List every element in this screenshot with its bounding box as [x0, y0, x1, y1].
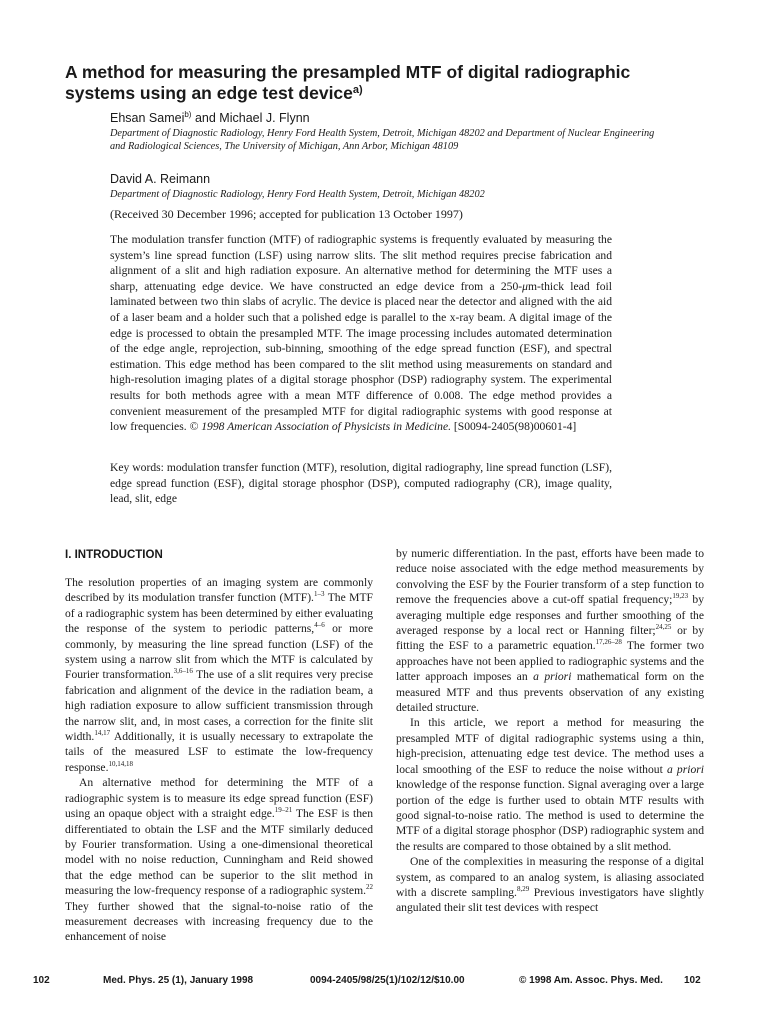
text-run: An alternative method for determining the MTF of a radiographic system is to measure its edge spread function (ESF) using an opaque object with a straight edge.	[65, 776, 373, 821]
article-title	[65, 62, 705, 104]
text-run: The resolution properties of an imaging system are commonly described by its modulation transfer function (MTF).	[65, 576, 373, 605]
title-text: A method for measuring the presampled MTF of digital radiographic systems using an edge test device	[65, 62, 631, 103]
footer-copyright: © 1998 Am. Assoc. Phys. Med.	[519, 975, 663, 986]
abstract-text-2: m-thick lead foil laminated between two thin slabs of acrylic. The device is placed near the detector and aligned with the aid of a laser beam and a holder such that a polished edge is parallel to the x-ray beam. A digital image of the edge is processed to obtain the presampled MTF. The image processing includes automated determination of the edge angle, reprojection, sub-binning, smoothing of the edge spread function (ESF), and spectral estimation. This edge method has been compared to the slit method using measurements on standard and high-resolution imaging plates of a digital storage phosphor (DSP) radiography system. The experimental results for both methods agree with a mean MTF difference of 0.008. The edge method provides a convenient measurement of the presampled MTF for digital radiographic systems with good response at low frequencies.	[110, 279, 612, 434]
text-run: Additionally, it is usually necessary to extrapolate the tails of the measured LSF to estimate the low-frequency response.	[65, 730, 373, 774]
abstract-text-1: The modulation transfer function (MTF) of radiographic systems is frequently evaluated by measuring the system’s line spread function (LSF) using narrow slits. The slit method requires precise fabrication and alignment of a slit and high radiation exposure. An alternative method for determining the MTF uses a sharp, attenuating edge device. We have constructed an edge device from a 250-	[110, 233, 612, 293]
text-run: by averaging multiple edge responses and further smoothing of the averaged response by a local rect or Hanning filter;	[396, 593, 705, 638]
affiliation-1: Department of Diagnostic Radiology, Henry Ford Health System, Detroit, Michigan 48202 and Department of Nuclear Engineering and Radiological Sciences, The University of Michigan, Ann Arbor, Michigan 48109	[110, 128, 655, 152]
text-run: mathematical form on the measured MTF and thus prevents observation of any existing detailed structure.	[396, 670, 704, 715]
italic-term: a priori	[666, 762, 704, 776]
text-run: by numeric differentiation. In the past, efforts have been made to reduce noise associated with the edge method measurements by convolving the ESF by the Fourier transform of a step function to remove the frequencies above a cut-off spatial frequency;	[396, 547, 704, 607]
citation-ref: 24,25	[655, 623, 672, 632]
text-run: The ESF is then differentiated to obtain the LSF and the MTF similarly deduced by Fourier transformation. Using a one-dimensional theoretical model with no noise reduction, Cunningham and Reid showed that the edge method can be superior to the slit method in measuring the low-frequency response of a radiographic system.	[65, 807, 373, 898]
citation-ref: 10,14,18	[108, 759, 133, 768]
citation-ref: 1–3	[313, 590, 325, 599]
author-block-2	[110, 172, 670, 202]
text-run: The former two approaches have not been applied to radiographic systems and the latter approach imposes an	[396, 639, 704, 684]
right-column	[396, 546, 704, 916]
intro-paragraph-2	[65, 775, 373, 944]
abstract-copyright: © 1998 American Association of Physicists in Medicine.	[189, 420, 451, 434]
title-footnote-mark: a)	[352, 84, 363, 96]
citation-ref: 22	[366, 883, 373, 892]
abstract-pii: [S0094-2405(98)00601-4]	[451, 420, 577, 434]
text-run: They further showed that the signal-to-noise ratio of the measurement decreases with increasing frequency due to the enhancement of noise	[65, 899, 373, 944]
text-run: or more commonly, by measuring the line spread function (LSF) of the system using a narrow slit from which the MTF is calculated by Fourier transformation.	[65, 622, 373, 682]
intro-paragraph-1	[65, 575, 373, 775]
citation-ref: 19–21	[274, 806, 293, 815]
received-block	[110, 207, 670, 222]
abstract-mu-symbol: μ	[522, 279, 528, 293]
section-heading-introduction: I. INTRODUCTION	[65, 549, 163, 561]
author-samei: Ehsan Samei	[110, 111, 185, 125]
text-run: The use of a slit requires very precise fabrication and alignment of the device in the radiation beam, a high radiation exposure to allow sufficient transmission through the narrow slit, and, in most cases, a correction for the finite slit width.	[65, 668, 373, 744]
intro-paragraph-3	[396, 715, 704, 854]
footer-issn: 0094-2405/98/25(1)/102/12/$10.00	[310, 975, 465, 986]
text-run: or by fitting the ESF to a parametric equation.	[396, 624, 704, 653]
citation-ref: 14,17	[94, 729, 111, 738]
author-line-1	[110, 111, 670, 126]
text-run: knowledge of the response function. Signal averaging over a large portion of the edge is further used to obtain MTF results with good signal-to-noise ratio. The method is used to determine the MTF of a digital storage phosphor (DSP) radiographic system and the results are compared to those obtained by a slit method.	[396, 778, 704, 853]
abstract	[110, 232, 612, 435]
text-run: In this article, we report a method for measuring the presampled MTF of digital radiographic systems using a thin, high-precision, attenuating edge test device. The method uses a local smoothing of the ESF to reduce the noise without	[396, 716, 704, 776]
author-reimann: David A. Reimann	[110, 172, 211, 186]
text-run: The MTF of a radiographic system has been determined by either evaluating the response of the system to periodic patterns,	[65, 591, 373, 636]
author-block-1	[110, 111, 670, 153]
keywords: Key words: modulation transfer function (MTF), resolution, digital radiography, line spread function (LSF), edge spread function (ESF), digital storage phosphor (DSP), computed radiography (CR), image quality, lead, slit, edge	[110, 461, 612, 506]
author-joiner: and	[191, 111, 220, 125]
citation-ref: 3,6–16	[173, 667, 193, 676]
italic-term: a priori	[533, 670, 572, 684]
received-dates: (Received 30 December 1996; accepted for publication 13 October 1997)	[110, 207, 463, 221]
left-column	[65, 546, 373, 945]
intro-paragraph-2-continued	[396, 546, 704, 715]
author-footnote-mark: b)	[184, 110, 192, 119]
footer-page-number-right: 102	[684, 975, 701, 986]
text-run: Previous investigators have slightly angulated their slit test devices with respect	[396, 885, 705, 915]
page-footer	[0, 975, 768, 989]
intro-paragraph-4	[396, 854, 704, 916]
footer-page-number-left: 102	[33, 975, 50, 986]
footer-journal: Med. Phys. 25 (1), January 1998	[103, 975, 254, 986]
citation-ref: 4–6	[314, 621, 325, 630]
affiliation-2: Department of Diagnostic Radiology, Henry Ford Health System, Detroit, Michigan 48202	[110, 189, 485, 200]
citation-ref: 19,23	[672, 592, 689, 601]
text-run: One of the complexities in measuring the response of a digital system, as compared to an analog system, is aliasing associated with a discrete sampling.	[396, 855, 704, 899]
author-flynn: Michael J. Flynn	[219, 111, 310, 125]
citation-ref: 17,26–28	[595, 638, 622, 647]
citation-ref: 8,29	[516, 884, 530, 893]
